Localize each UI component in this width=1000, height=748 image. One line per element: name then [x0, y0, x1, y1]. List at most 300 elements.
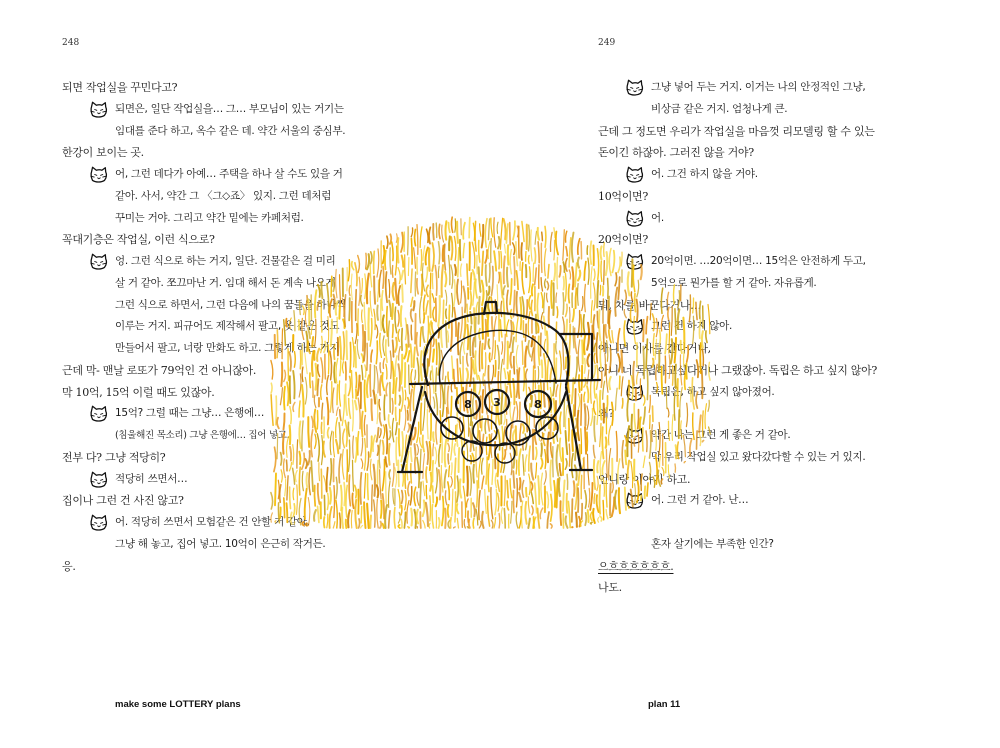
- scribble-stroke: [582, 297, 583, 311]
- scribble-stroke: [531, 492, 533, 504]
- scribble-stroke: [584, 335, 585, 354]
- scribble-stroke: [578, 239, 580, 255]
- scribble-stroke: [501, 508, 502, 524]
- scribble-stroke: [494, 431, 496, 439]
- scribble-stroke: [582, 366, 583, 390]
- speaker-continuation: 살 거 같아. 쪼끄마난 거. 임대 해서 돈 계속 나오게: [115, 276, 336, 289]
- scribble-stroke: [560, 351, 562, 380]
- scribble-stroke: [540, 412, 541, 428]
- scribble-stroke: [550, 524, 552, 528]
- scribble-stroke: [566, 320, 568, 340]
- scribble-stroke: [556, 342, 557, 354]
- cat-speaker-icon: [625, 79, 644, 96]
- scribble-stroke: [504, 414, 505, 425]
- scribble-stroke: [588, 258, 589, 284]
- cat-speaker-icon: [625, 427, 644, 444]
- scribble-stroke: [590, 241, 591, 264]
- speaker-line: [598, 490, 988, 512]
- speaker-continuation: 막 우리 작업실 있고 왔다갔다할 수 있는 거 있지.: [651, 450, 866, 463]
- scribble-stroke: [544, 471, 546, 485]
- speaker-text: 되면은, 일단 작업실을… 그… 부모님이 있는 거기는: [115, 102, 344, 115]
- footer-chapter-right: plan 11: [648, 699, 681, 710]
- scribble-stroke: [572, 378, 574, 403]
- scribble-stroke: [510, 353, 511, 368]
- scribble-stroke: [504, 450, 505, 459]
- scribble-stroke: [498, 430, 500, 450]
- scribble-stroke: [520, 298, 521, 330]
- scribble-stroke: [550, 388, 551, 413]
- ball-number: 8: [464, 398, 472, 411]
- interviewer-line: 되면 작업실을 꾸민다고?: [62, 81, 178, 94]
- speaker-text: 어.: [651, 211, 664, 224]
- lottery-ball: [536, 417, 558, 439]
- scribble-stroke: [587, 354, 589, 366]
- scribble-stroke: [581, 475, 582, 498]
- scribble-stroke: [528, 341, 530, 357]
- scribble-stroke: [529, 404, 530, 431]
- speaker-text: 그냥 넣어 두는 거지. 이거는 나의 안정적인 그냥,: [651, 81, 866, 93]
- scribble-stroke: [575, 263, 577, 287]
- scribble-stroke: [538, 366, 539, 383]
- scribble-stroke: [544, 339, 545, 350]
- scribble-stroke: [510, 425, 511, 449]
- scribble-stroke: [574, 481, 575, 496]
- scribble-stroke: [547, 492, 549, 508]
- scribble-stroke: [533, 517, 534, 528]
- scribble-stroke: [528, 311, 530, 335]
- page-number-left: 248: [62, 38, 80, 48]
- scribble-stroke: [582, 340, 583, 363]
- scribble-stroke: [594, 494, 595, 504]
- scribble-stroke: [508, 372, 509, 385]
- scribble-stroke: [503, 462, 505, 473]
- scribble-stroke: [566, 259, 567, 272]
- scribble-stroke: [532, 506, 533, 515]
- scribble-stroke: [591, 377, 592, 403]
- scribble-stroke: [536, 447, 537, 459]
- scribble-stroke: [550, 368, 552, 382]
- speaker-continuation: 혼자 살기에는 부족한 인간?: [651, 537, 774, 550]
- scribble-stroke: [594, 366, 596, 378]
- speaker-text: 어, 그런 데다가 아예… 주택을 하나 살 수도 있을 거: [115, 168, 343, 180]
- speaker-continuation: 그런 식으로 하면서, 그런 다음에 나의 꿈들을 하나씩: [115, 298, 347, 311]
- scribble-stroke: [507, 268, 508, 287]
- cat-speaker-icon: [89, 405, 108, 422]
- scribble-stroke: [584, 392, 585, 402]
- scribble-stroke: [554, 240, 555, 260]
- scribble-stroke: [585, 491, 586, 509]
- scribble-stroke: [538, 228, 539, 240]
- scribble-stroke: [551, 281, 552, 308]
- scribble-stroke: [510, 321, 512, 348]
- scribble-stroke: [559, 266, 560, 277]
- interviewer-line: 돈이긴 하잖아. 그러진 않을 거야?: [598, 146, 754, 160]
- scribble-stroke: [573, 326, 574, 348]
- scribble-stroke: [544, 420, 545, 430]
- crank-handle: [560, 334, 592, 380]
- scribble-stroke: [519, 507, 521, 528]
- interviewer-line: 아니 너 독립하고싶다거나 그랬잖아. 독립은 하고 싶지 않아?: [598, 363, 877, 377]
- scribble-stroke: [513, 445, 514, 468]
- speaker-continuation: 이루는 거지. 피규어도 제작해서 팔고, 옷 같은 것도: [115, 320, 340, 333]
- scribble-stroke: [574, 328, 576, 353]
- scribble-stroke: [501, 392, 502, 423]
- scribble-stroke: [544, 293, 545, 313]
- scribble-stroke: [536, 463, 537, 478]
- scribble-stroke: [578, 311, 580, 338]
- scribble-stroke: [529, 387, 531, 399]
- scribble-stroke: [593, 509, 595, 523]
- scribble-stroke: [513, 379, 514, 404]
- scribble-stroke: [498, 480, 500, 491]
- scribble-stroke: [576, 513, 577, 527]
- scribble-stroke: [504, 334, 506, 364]
- scribble-stroke: [500, 218, 502, 249]
- scribble-stroke: [557, 479, 558, 507]
- scribble-stroke: [521, 243, 522, 260]
- scribble-stroke: [492, 460, 493, 485]
- scribble-stroke: [567, 494, 568, 513]
- scribble-stroke: [566, 304, 568, 316]
- scribble-stroke: [510, 453, 512, 475]
- cat-speaker-icon: [89, 101, 108, 118]
- scribble-stroke: [506, 387, 507, 415]
- scribble-stroke: [554, 399, 555, 431]
- speaker-text: 약간 나는 그런 게 좋은 거 같아.: [651, 429, 791, 441]
- scribble-stroke: [594, 269, 595, 281]
- scribble-stroke: [529, 296, 531, 309]
- scribble-stroke: [581, 521, 583, 526]
- scribble-stroke: [510, 223, 511, 245]
- scribble-stroke: [498, 237, 500, 249]
- scribble-stroke: [587, 386, 589, 402]
- scribble-stroke: [534, 337, 535, 368]
- blank-line: [598, 512, 988, 534]
- scribble-stroke: [572, 233, 574, 262]
- scribble-stroke: [560, 383, 561, 409]
- speaker-continuation: 만들어서 팔고, 너랑 만화도 하고. 그렇게 하는 거지: [115, 342, 340, 354]
- scribble-stroke: [494, 218, 496, 248]
- scribble-stroke: [594, 401, 596, 414]
- ball-number: 3: [493, 396, 501, 409]
- speaker-continuation: 5억으로 뭔가를 할 거 같아. 자유롭게.: [651, 276, 817, 289]
- speaker-text: 20억이면. …20억이면… 15억은 안전하게 두고,: [651, 255, 866, 267]
- scribble-stroke: [500, 320, 502, 337]
- scribble-stroke: [495, 489, 497, 514]
- scribble-stroke: [497, 285, 498, 306]
- scribble-stroke: [542, 360, 543, 377]
- scribble-stroke: [520, 478, 521, 489]
- scribble-stroke: [498, 493, 499, 511]
- scribble-stroke: [498, 372, 499, 399]
- scribble-stroke: [498, 346, 500, 370]
- scribble-stroke: [550, 232, 552, 251]
- scribble-stroke: [579, 375, 580, 392]
- scribble-stroke: [560, 464, 561, 476]
- scribble-stroke: [514, 257, 515, 285]
- scribble-stroke: [517, 271, 519, 290]
- scribble-stroke: [591, 301, 592, 323]
- scribble-stroke: [526, 405, 527, 432]
- scribble-stroke: [573, 309, 574, 321]
- scribble-stroke: [513, 322, 514, 334]
- scribble-stroke: [572, 267, 573, 289]
- scribble-stroke: [567, 474, 568, 489]
- scribble-stroke: [594, 353, 595, 363]
- scribble-stroke: [541, 380, 542, 409]
- scribble-stroke: [587, 323, 589, 350]
- scribble-stroke: [556, 232, 558, 255]
- interviewer-line: 집이나 그런 건 사진 않고?: [62, 494, 184, 508]
- scribble-stroke: [526, 369, 528, 380]
- scribble-stroke: [547, 331, 548, 357]
- scribble-stroke: [566, 516, 568, 527]
- scribble-stroke: [584, 378, 586, 387]
- scribble-stroke: [507, 290, 508, 314]
- scribble-stroke: [563, 339, 564, 370]
- scribble-stroke: [522, 263, 524, 294]
- scribble-stroke: [535, 231, 536, 244]
- scribble-stroke: [507, 501, 509, 510]
- scribble-stroke: [535, 268, 537, 285]
- scribble-stroke: [547, 281, 549, 289]
- scribble-stroke: [553, 433, 554, 443]
- scribble-stroke: [528, 256, 529, 264]
- scribble-stroke: [531, 482, 532, 490]
- scribble-stroke: [559, 478, 560, 496]
- scribble-stroke: [554, 481, 555, 507]
- left-page: [62, 77, 492, 577]
- scribble-stroke: [503, 299, 505, 330]
- scribble-stroke: [516, 512, 518, 528]
- scribble-stroke: [557, 432, 558, 441]
- scribble-stroke: [584, 262, 586, 281]
- scribble-stroke: [529, 446, 530, 471]
- scribble-stroke: [504, 256, 505, 283]
- scribble-stroke: [498, 454, 499, 476]
- scribble-stroke: [517, 370, 518, 397]
- scribble-stroke: [568, 501, 570, 527]
- scribble-stroke: [556, 293, 557, 302]
- scribble-stroke: [510, 250, 511, 274]
- speaker-line: [598, 382, 988, 404]
- scribble-stroke: [496, 402, 497, 428]
- scribble-stroke: [531, 396, 532, 407]
- scribble-stroke: [593, 445, 595, 458]
- scribble-stroke: [548, 265, 549, 279]
- lottery-ball: [495, 443, 515, 463]
- interviewer-line: 뭐, 차를 바꾼다거나…: [598, 298, 701, 312]
- scribble-stroke: [578, 284, 579, 306]
- scribble-stroke: [565, 273, 566, 301]
- scribble-stroke: [508, 245, 509, 264]
- interviewer-line: 근데 막- 맨날 로또가 79억인 건 아니잖아.: [62, 363, 257, 377]
- lottery-ball: [506, 421, 530, 445]
- scribble-stroke: [572, 454, 573, 478]
- scribble-stroke: [590, 483, 592, 510]
- scribble-stroke: [554, 264, 555, 281]
- scribble-stroke: [566, 431, 568, 454]
- scribble-stroke: [535, 248, 536, 263]
- interviewer-line: 응.: [62, 559, 76, 573]
- scribble-stroke: [541, 473, 543, 505]
- scribble-stroke: [523, 438, 525, 450]
- scribble-stroke: [513, 491, 514, 513]
- scribble-stroke: [560, 501, 561, 525]
- scribble-stroke: [551, 415, 552, 438]
- scribble-stroke: [513, 337, 514, 352]
- scribble-stroke: [516, 402, 517, 421]
- scribble-stroke: [503, 286, 505, 295]
- scribble-stroke: [517, 479, 518, 507]
- scribble-stroke: [494, 251, 496, 271]
- scribble-stroke: [531, 230, 532, 261]
- scribble-stroke: [560, 438, 562, 461]
- cat-speaker-icon: [89, 166, 108, 183]
- right-leg: [566, 387, 592, 470]
- scribble-stroke: [584, 284, 585, 311]
- scribble-stroke: [591, 409, 593, 426]
- scribble-stroke: [544, 410, 546, 418]
- speaker-continuation: 같아. 사서, 약간 그 〈그◇죠〉 있지. 그런 데처럼: [115, 189, 332, 202]
- scribble-stroke: [510, 479, 512, 498]
- cat-speaker-icon: [625, 318, 644, 335]
- scribble-stroke: [532, 284, 533, 295]
- scribble-stroke: [594, 416, 595, 441]
- scribble-stroke: [537, 294, 538, 320]
- scribble-stroke: [569, 444, 570, 466]
- interviewer-line: 전부 다? 그냥 적당히?: [62, 450, 166, 464]
- scribble-stroke: [523, 424, 524, 433]
- scribble-stroke: [545, 279, 546, 288]
- scribble-stroke: [526, 382, 527, 401]
- scribble-stroke: [529, 267, 531, 293]
- scribble-stroke: [563, 480, 565, 511]
- scribble-stroke: [525, 502, 526, 524]
- scribble-stroke: [504, 476, 505, 506]
- scribble-stroke: [572, 430, 573, 451]
- scribble-stroke: [584, 315, 585, 333]
- scribble-stroke: [556, 445, 558, 476]
- scribble-stroke: [510, 402, 512, 421]
- footer-title-left: make some LOTTERY plans: [115, 699, 241, 710]
- scribble-stroke: [502, 426, 503, 445]
- interviewer-line: 한강이 보이는 곳.: [62, 146, 144, 160]
- scribble-stroke: [569, 270, 570, 279]
- scribble-stroke: [506, 224, 507, 243]
- scribble-stroke: [541, 293, 543, 308]
- scribble-stroke: [541, 432, 543, 441]
- scribble-stroke: [544, 317, 546, 335]
- scribble-stroke: [534, 517, 536, 528]
- scribble-stroke: [564, 399, 565, 427]
- scribble-stroke: [537, 323, 538, 332]
- scribble-stroke: [525, 324, 526, 341]
- scribble-stroke: [545, 450, 546, 469]
- scribble-stroke: [547, 293, 548, 302]
- scribble-stroke: [504, 384, 506, 410]
- cat-speaker-icon: [89, 514, 108, 531]
- scribble-stroke: [516, 426, 517, 455]
- interviewer-line: 나도.: [598, 581, 622, 595]
- scribble-stroke: [572, 499, 573, 522]
- scribble-stroke: [528, 519, 530, 529]
- scribble-stroke: [497, 222, 498, 233]
- scribble-stroke: [495, 473, 496, 487]
- scribble-stroke: [532, 348, 534, 361]
- scribble-stroke: [551, 443, 553, 458]
- scribble-stroke: [553, 379, 554, 396]
- scribble-stroke: [507, 320, 509, 337]
- scribble-stroke: [516, 292, 517, 316]
- scribble-stroke: [541, 458, 543, 469]
- scribble-stroke: [566, 371, 567, 401]
- scribble-stroke: [522, 481, 524, 498]
- scribble-stroke: [564, 277, 565, 290]
- scribble-stroke: [513, 471, 514, 488]
- speaker-line: [62, 512, 492, 534]
- scribble-stroke: [526, 265, 527, 277]
- scribble-stroke: [538, 508, 540, 528]
- stage-direction: (침울해진 목소리) 그냥 은행에… 집어 넣고.: [115, 430, 290, 441]
- scribble-stroke: [533, 263, 534, 281]
- scribble-stroke: [500, 273, 502, 298]
- cat-speaker-icon: [625, 253, 644, 270]
- speaker-text: 독립은, 하고 싶지 않아졌어.: [651, 385, 775, 398]
- scribble-stroke: [581, 458, 583, 470]
- scribble-stroke: [576, 419, 577, 428]
- scribble-stroke: [531, 300, 532, 315]
- scribble-stroke: [535, 430, 537, 444]
- cat-speaker-icon: [89, 253, 108, 270]
- interviewer-line: 20억이면?: [598, 233, 648, 247]
- scribble-stroke: [566, 231, 567, 242]
- scribble-stroke: [541, 278, 542, 291]
- scribble-stroke: [542, 232, 543, 240]
- scribble-stroke: [575, 389, 576, 416]
- scribble-stroke: [535, 483, 537, 513]
- scribble-stroke: [513, 430, 515, 440]
- scribble-stroke: [510, 371, 511, 397]
- scribble-stroke: [514, 357, 515, 374]
- scribble-stroke: [519, 493, 521, 502]
- scribble-stroke: [576, 288, 577, 308]
- scribble-stroke: [526, 300, 527, 319]
- scribble-stroke: [581, 429, 582, 454]
- scribble-stroke: [539, 336, 540, 364]
- scribble-stroke: [510, 279, 512, 305]
- scribble-stroke: [534, 394, 535, 406]
- scribble-stroke: [528, 497, 530, 513]
- scribble-stroke: [569, 324, 570, 354]
- scribble-stroke: [568, 377, 569, 392]
- cat-speaker-icon: [625, 492, 644, 509]
- scribble-stroke: [578, 258, 579, 268]
- scribble-stroke: [501, 448, 503, 472]
- speaker-line: [598, 77, 988, 99]
- scribble-stroke: [544, 249, 546, 276]
- scribble-stroke: [498, 401, 500, 425]
- scribble-stroke: [569, 284, 570, 303]
- scribble-stroke: [550, 460, 551, 490]
- scribble-stroke: [540, 508, 543, 518]
- scribble-stroke: [544, 354, 546, 380]
- scribble-stroke: [501, 359, 503, 390]
- scribble-stroke: [563, 317, 565, 334]
- speaker-line: [62, 164, 492, 186]
- scribble-stroke: [501, 301, 502, 316]
- speaker-text: 그런 건 하지 않아.: [651, 320, 733, 333]
